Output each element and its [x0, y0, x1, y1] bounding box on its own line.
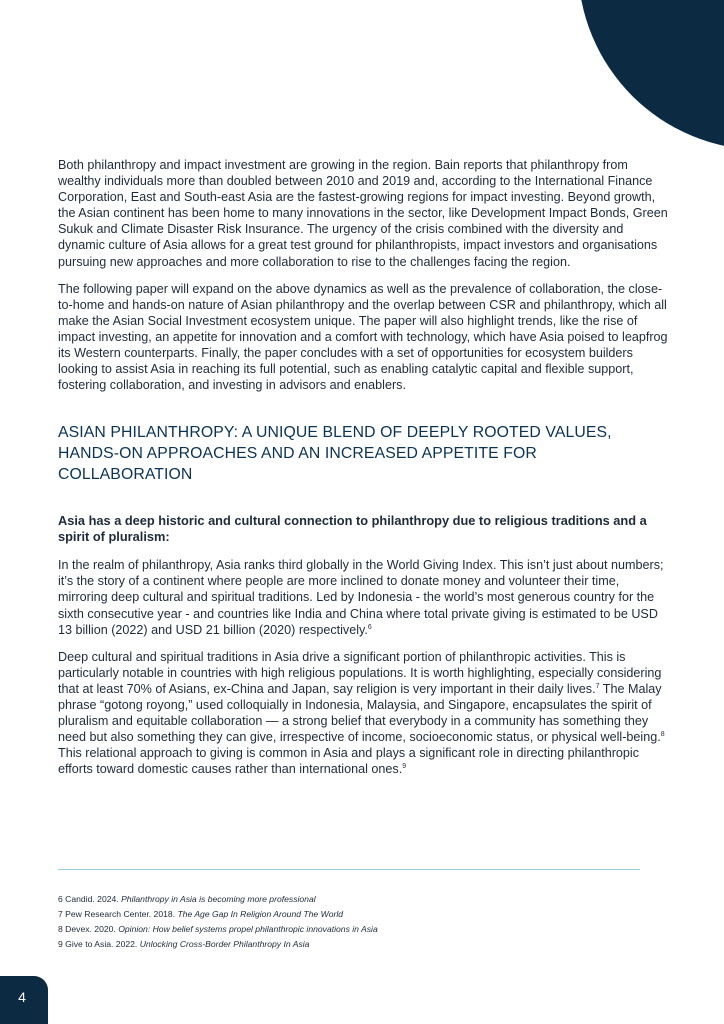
footnote-ref[interactable]: 7: [595, 682, 600, 690]
footnote-ref[interactable]: 9: [402, 763, 407, 771]
footnote-title-link[interactable]: The Age Gap In Religion Around The World: [177, 909, 344, 919]
footnotes: [58, 892, 658, 952]
body-paragraph: [58, 649, 670, 778]
footnote: [58, 907, 658, 922]
footnote-source: 8 Devex. 2020.: [58, 924, 119, 934]
paragraph-text: Deep cultural and spiritual traditions in Asia drive a significant portion of philanthropic activities. This is particularly notable in countries with high religious populations. It is worth highlighting, especially considering that at least 70% of Asians, ex-China and Japan, say religion is very important in their daily lives.: [58, 649, 662, 696]
corner-decoration: [578, 0, 724, 150]
intro-paragraph: The following paper will expand on the above dynamics as well as the prevalence of collaboration, the close-to-home and hands-on nature of Asian philanthropy and the overlap between CSR and philanthropy, which all make the Asian Social Investment ecosystem unique. The paper will also highlight trends, like the rise of impact investing, an appetite for innovation and a comfort with technology, which have Asia poised to leapfrog its Western counterparts. Finally, the paper concludes with a set of opportunities for ecosystem builders looking to assist Asia in reaching its full potential, such as enabling catalytic capital and flexible support, fostering collaboration, and investing in advisors and enablers.: [58, 281, 668, 393]
section-heading: ASIAN PHILANTHROPY: A UNIQUE BLEND OF DEEPLY ROOTED VALUES, HANDS-ON APPROACHES AND AN INCREASED APPETITE FOR COLLABORATION: [58, 424, 612, 483]
paragraph-text: This relational approach to giving is common in Asia and plays a significant role in directing philanthropic efforts toward domestic causes rather than international ones.: [58, 746, 640, 777]
body-paragraph: [58, 557, 670, 637]
footnote-ref[interactable]: 6: [367, 623, 372, 631]
footnote: [58, 892, 658, 907]
main-content: [58, 157, 670, 789]
footnote-source: 7 Pew Research Center. 2018.: [58, 909, 178, 919]
page-number: 4: [18, 989, 26, 1005]
paragraph-text: In the realm of philanthropy, Asia ranks third globally in the World Giving Index. This isn’t just about numbers; it’s the story of a continent where people are more inclined to donate money and volunteer their time, mirroring deep cultural and spiritual traditions. Led by Indonesia - the world’s most generous country for the sixth consecutive year - and countries like India and China where total private giving is estimated to be USD 13 billion (2022) and USD 21 billion (2020) respectively.: [58, 558, 664, 637]
footnote-source: 9 Give to Asia. 2022.: [58, 939, 140, 949]
footnote-title-link[interactable]: Philanthropy in Asia is becoming more professional: [121, 894, 316, 904]
footnote-source: 6 Candid. 2024.: [58, 894, 122, 904]
intro-paragraph: Both philanthropy and impact investment are growing in the region. Bain reports that philanthropy from wealthy individuals more than doubled between 2010 and 2019 and, according to the International Finance Corporation, East and South-east Asia are the fastest-growing regions for impact investing. Beyond growth, the Asian continent has been home to many innovations in the sector, like Development Impact Bonds, Green Sukuk and Climate Disaster Risk Insurance. The urgency of the crisis combined with the diversity and dynamic culture of Asia allows for a great test ground for philanthropists, impact investors and organisations pursuing new approaches and more collaboration to rise to the challenges facing the region.: [58, 158, 668, 269]
section-subheading: Asia has a deep historic and cultural connection to philanthropy due to religious traditions and a spirit of pluralism:: [58, 513, 647, 545]
paragraph-text: The Malay phrase “gotong royong,” used colloquially in Indonesia, Malaysia, and Singapore, encapsulates the spirit of pluralism and equitable collaboration — a strong belief that everybody in a community has something they need but also something they can give, irrespective of income, socioeconomic status, or physical well-being.: [58, 681, 662, 745]
footnote-title-link[interactable]: Unlocking Cross-Border Philanthropy In Asia: [139, 939, 310, 949]
footnote-divider: [58, 869, 640, 870]
footnote: [58, 937, 658, 952]
footnote-ref[interactable]: 8: [660, 731, 665, 739]
footnote: [58, 922, 658, 937]
footnote-title-link[interactable]: Opinion: How belief systems propel philanthropic innovations in Asia: [118, 924, 378, 934]
